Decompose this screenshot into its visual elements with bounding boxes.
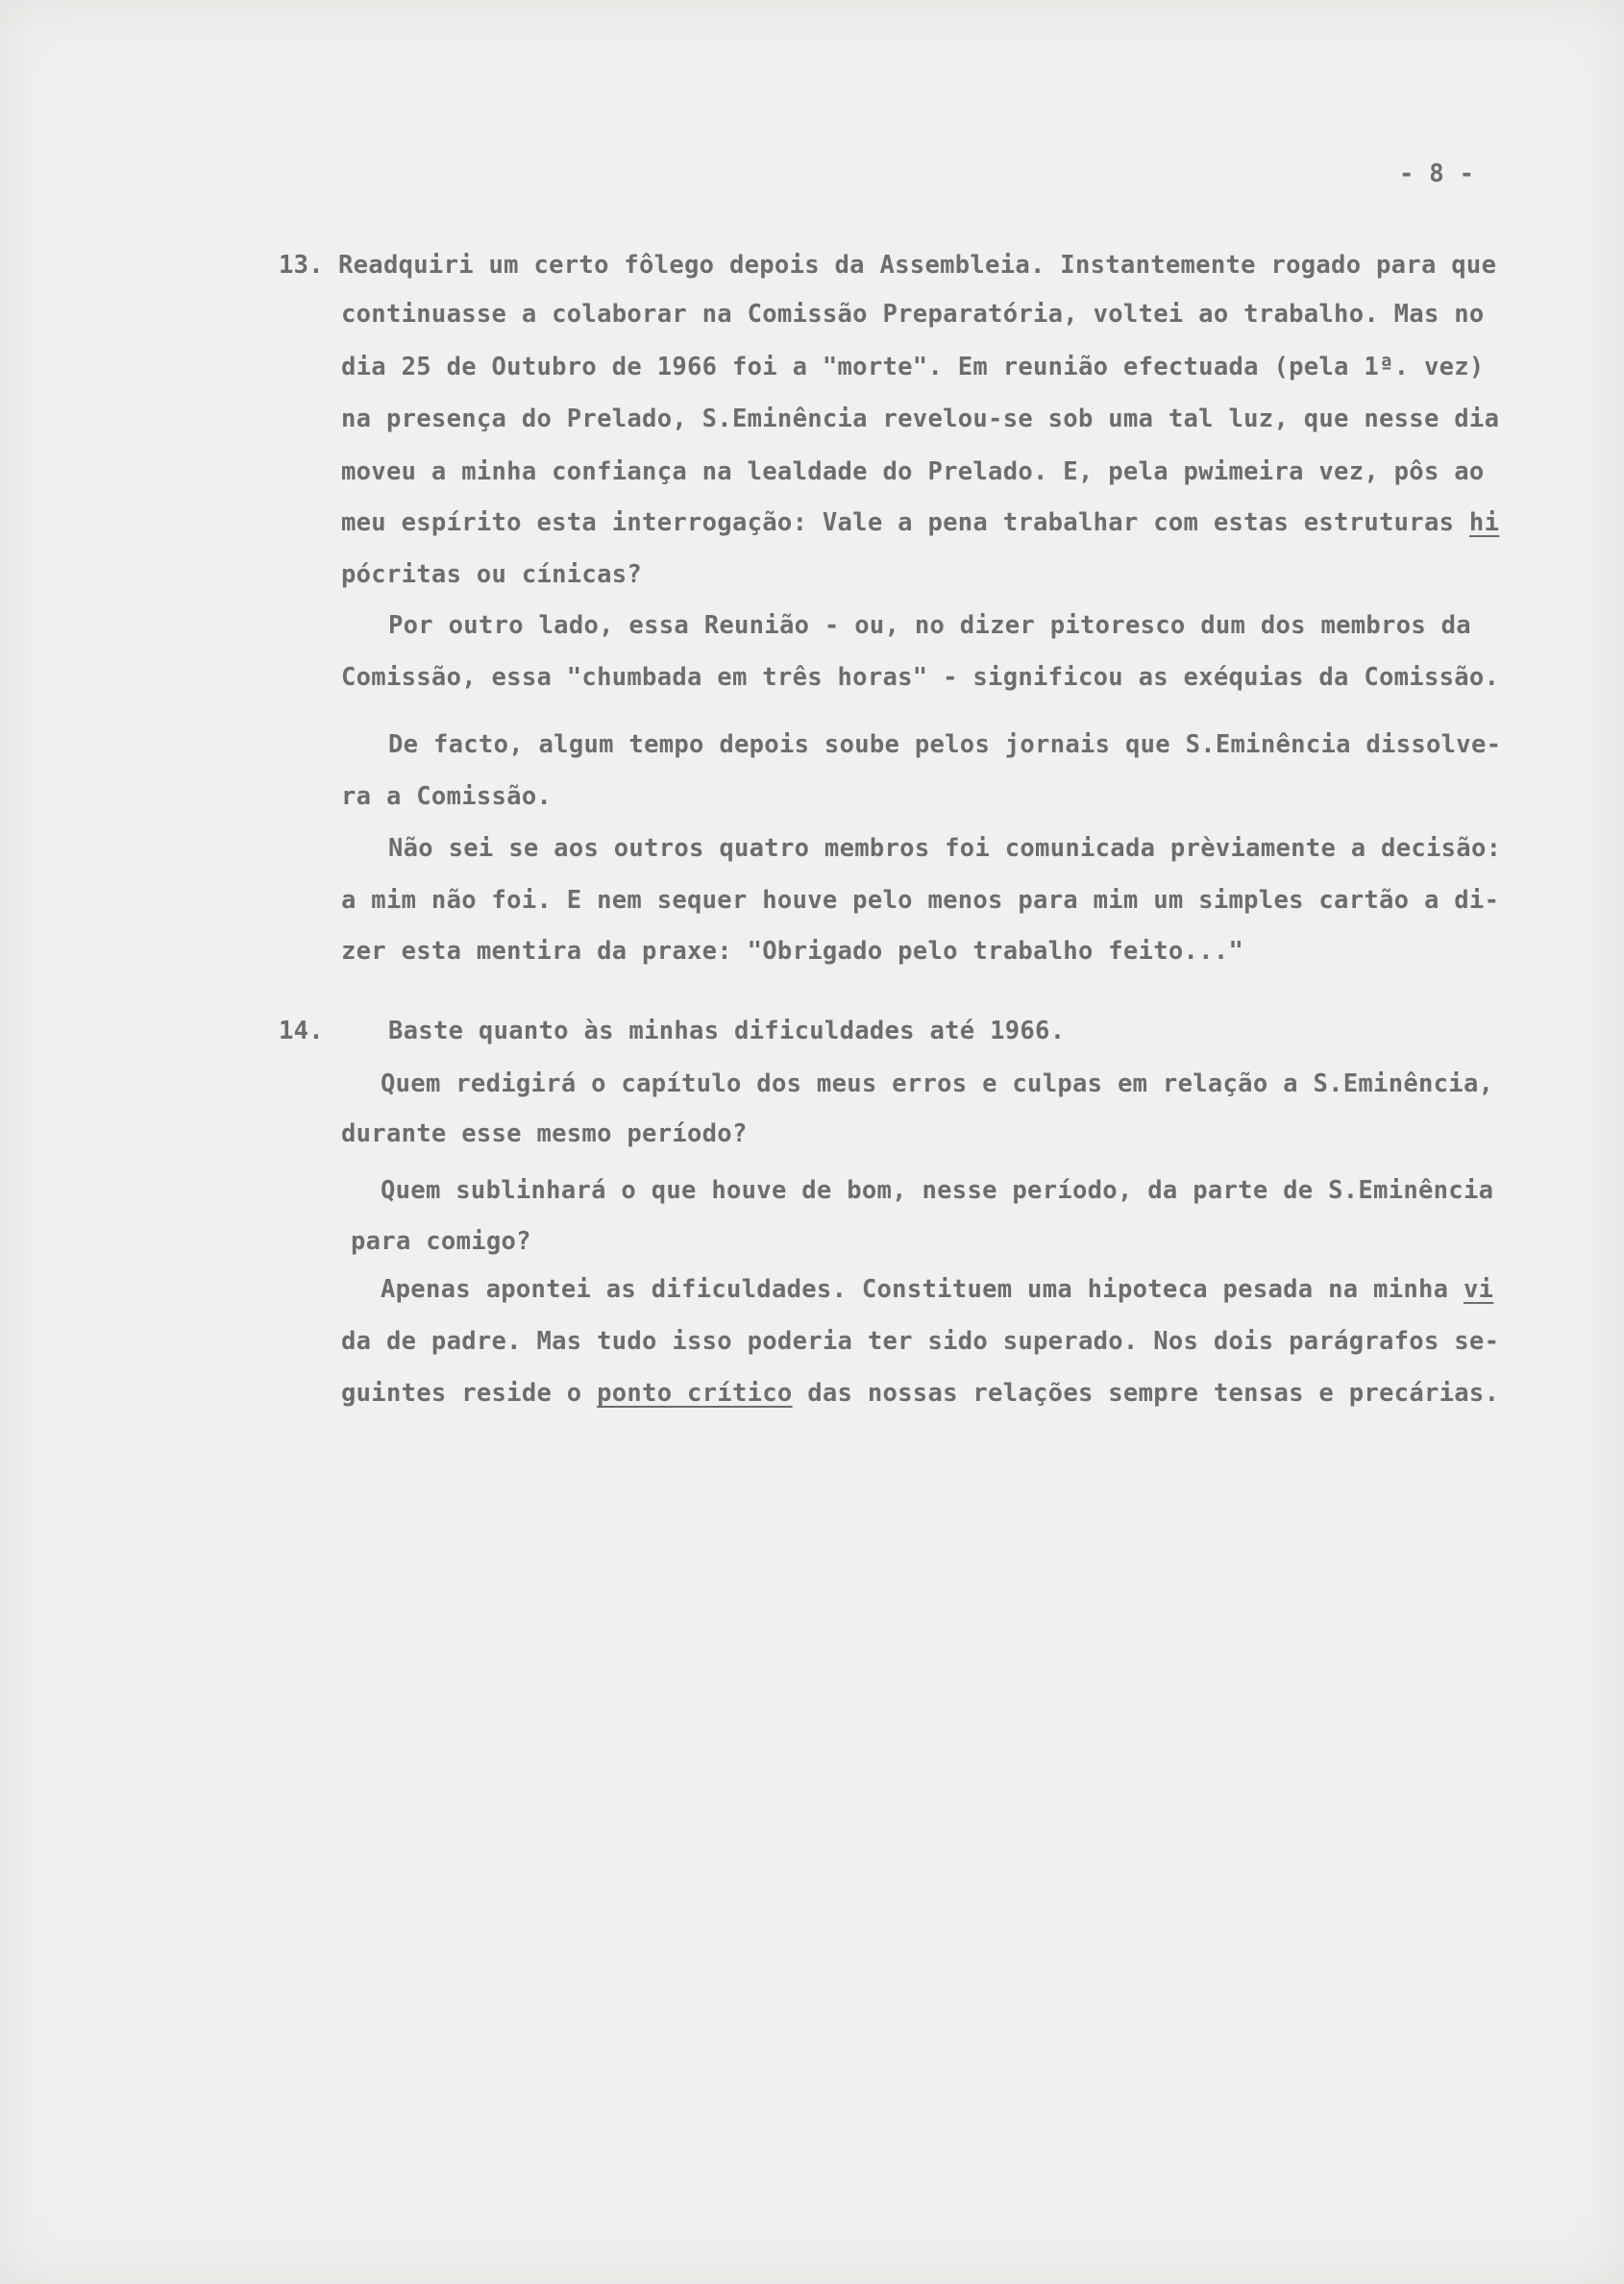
section-14-line-4: Quem sublinhará o que houve de bom, nesse período, da parte de S.Eminência bbox=[381, 1176, 1494, 1205]
section-14-line-1: Baste quanto às minhas dificuldades até 1966. bbox=[388, 1017, 1066, 1045]
section-13-line-7: pócritas ou cínicas? bbox=[341, 560, 643, 589]
section-13-line-12: Não sei se aos outros quatro membros foi comunicada prèviamente a decisão: bbox=[388, 834, 1502, 863]
section-14-line-6: Apenas apontei as dificuldades. Constituem uma hipoteca pesada na minha vi bbox=[381, 1275, 1494, 1304]
section-13-line-1: Readquiri um certo fôlego depois da Assembleia. Instantemente rogado para que bbox=[338, 251, 1497, 280]
section-14-line-2: Quem redigirá o capítulo dos meus erros e culpas em relação a S.Eminência, bbox=[381, 1069, 1494, 1098]
section-13-line-11: ra a Comissão. bbox=[341, 782, 553, 811]
page-number: - 8 - bbox=[1399, 160, 1475, 188]
section-13-number: 13. bbox=[279, 251, 324, 280]
section-13-line-5: moveu a minha confiança na lealdade do Prelado. E, pela pwimeira vez, pôs ao bbox=[341, 457, 1485, 486]
section-14-line-3: durante esse mesmo período? bbox=[341, 1119, 748, 1148]
section-13-line-3: dia 25 de Outubro de 1966 foi a "morte". Em reunião efectuada (pela 1ª. vez) bbox=[341, 353, 1485, 381]
underlined-text: hi bbox=[1468, 508, 1500, 537]
section-13-line-13: a mim não foi. E nem sequer houve pelo menos para mim um simples cartão a di- bbox=[341, 886, 1500, 915]
section-13-line-4: na presença do Prelado, S.Eminência revelou-se sob uma tal luz, que nesse dia bbox=[341, 405, 1500, 433]
section-13-line-9: Comissão, essa "chumbada em três horas" - significou as exéquias da Comissão. bbox=[341, 663, 1500, 692]
underlined-text: ponto crítico bbox=[597, 1379, 793, 1408]
section-14-number: 14. bbox=[279, 1017, 324, 1045]
section-13-line-8: Por outro lado, essa Reunião - ou, no dizer pitoresco dum dos membros da bbox=[388, 611, 1471, 640]
underlined-text: vi bbox=[1463, 1275, 1494, 1304]
section-13-line-14: zer esta mentira da praxe: "Obrigado pelo trabalho feito..." bbox=[341, 937, 1244, 966]
section-13-line-6: meu espírito esta interrogação: Vale a pena trabalhar com estas estruturas hi bbox=[341, 508, 1500, 537]
section-13-line-2: continuasse a colaborar na Comissão Preparatória, voltei ao trabalho. Mas no bbox=[341, 300, 1485, 329]
section-14-line-8: guintes reside o ponto crítico das nossas relações sempre tensas e precárias. bbox=[341, 1379, 1500, 1408]
section-14-line-7: da de padre. Mas tudo isso poderia ter sido superado. Nos dois parágrafos se- bbox=[341, 1327, 1500, 1356]
section-14-line-5: para comigo? bbox=[351, 1227, 531, 1256]
section-13-line-10: De facto, algum tempo depois soube pelos jornais que S.Eminência dissolve- bbox=[388, 730, 1502, 759]
